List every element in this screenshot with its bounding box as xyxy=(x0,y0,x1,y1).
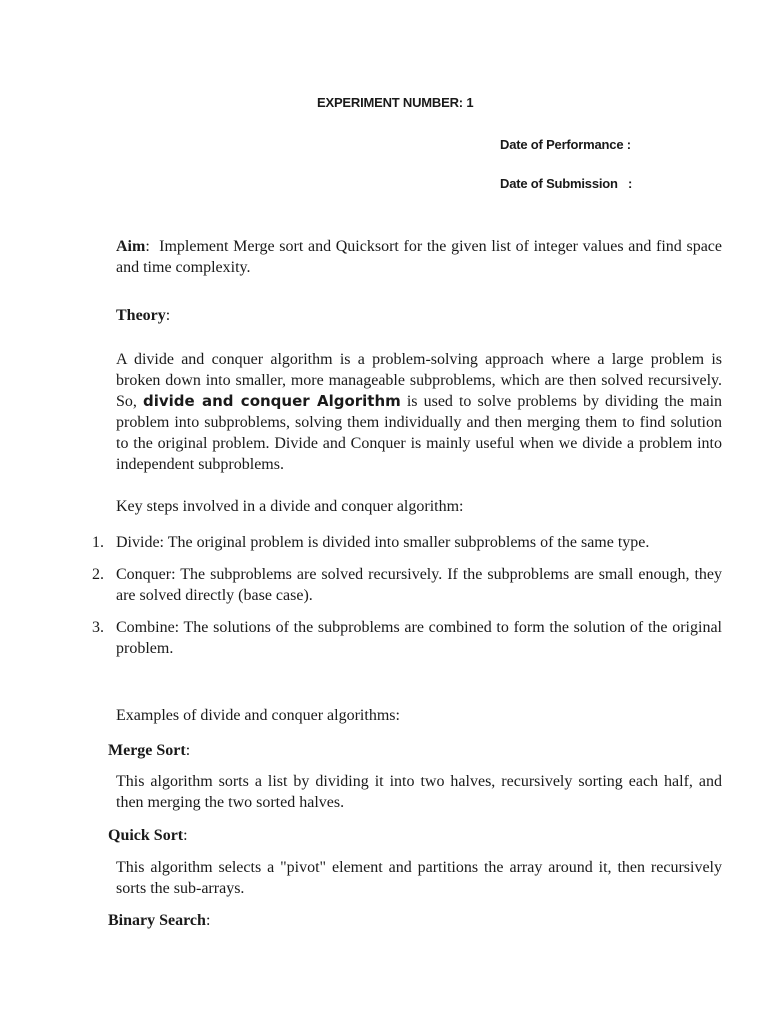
merge-sort-title: Merge Sort xyxy=(108,742,186,759)
binary-search-title: Binary Search xyxy=(108,912,206,929)
step-3-number: 3. xyxy=(92,619,104,636)
date-of-performance: Date of Performance : xyxy=(500,137,631,152)
aim-text: Implement Merge sort and Quicksort for the given list of integer values and find space and time complexity. xyxy=(116,238,722,276)
aim-label: Aim xyxy=(116,238,146,255)
key-steps-intro: Key steps involved in a divide and conquer algorithm: xyxy=(116,498,464,515)
step-3-text: Combine: The solutions of the subproblems are combined to form the solution of the original problem. xyxy=(116,619,722,657)
merge-sort-heading: Merge Sort: xyxy=(108,742,191,759)
step-2-number: 2. xyxy=(92,566,104,583)
step-1-number: 1. xyxy=(92,534,104,551)
step-1-text: Divide: The original problem is divided into smaller subproblems of the same type. xyxy=(116,534,650,551)
theory-paragraph xyxy=(116,349,722,475)
theory-label: Theory xyxy=(116,307,166,324)
theory-text-1: A divide and conquer algorithm is a problem-solving approach where a large problem is broken down into smaller, more manageable subproblems, which are then solved recursively. So, xyxy=(116,351,722,410)
merge-sort-text: This algorithm sorts a list by dividing it into two halves, recursively sorting each half, and then merging the two sorted halves. xyxy=(116,773,722,811)
theory-heading: Theory: xyxy=(116,307,171,324)
date-of-submission: Date of Submission : xyxy=(500,176,633,191)
aim-paragraph: Aim: Implement Merge sort and Quicksort for the given list of integer values and find space and time complexity. xyxy=(116,238,722,276)
experiment-number: EXPERIMENT NUMBER: 1 xyxy=(317,95,474,110)
theory-text-2: is used to solve problems by dividing the main problem into subproblems, solving them individually and then merging them to find solution to the original problem. Divide and Conquer is mainly useful when we divide a problem into independent subproblems. xyxy=(116,393,723,473)
quick-sort-text: This algorithm selects a "pivot" element and partitions the array around it, then recursively sorts the sub-arrays. xyxy=(116,859,722,897)
binary-search-heading: Binary Search: xyxy=(108,912,211,929)
theory-bold-term: divide and conquer Algorithm xyxy=(142,392,401,410)
examples-intro: Examples of divide and conquer algorithms: xyxy=(116,707,400,724)
quick-sort-title: Quick Sort xyxy=(108,827,184,844)
step-2-text: Conquer: The subproblems are solved recursively. If the subproblems are small enough, they are solved directly (base case). xyxy=(116,566,722,604)
quick-sort-heading: Quick Sort: xyxy=(108,827,188,844)
